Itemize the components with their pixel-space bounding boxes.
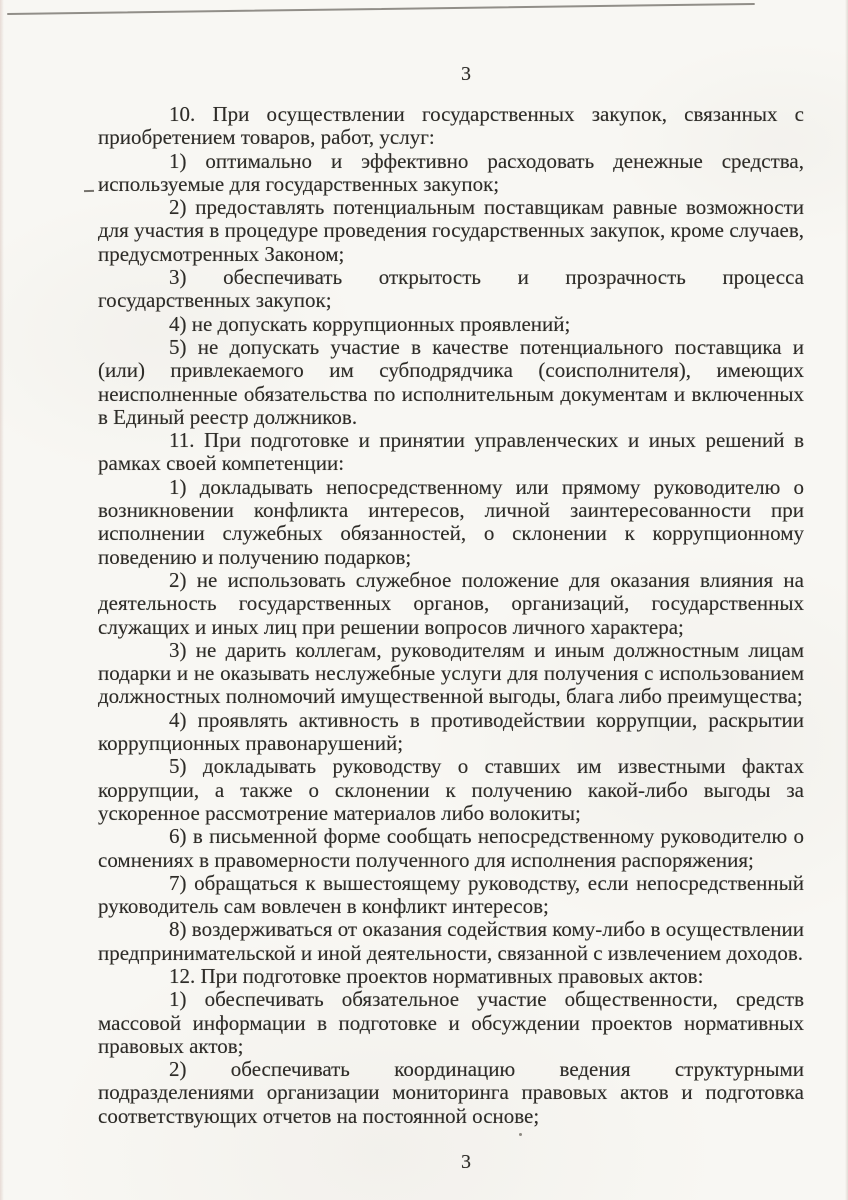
paragraph-10-item-1: 1) оптимально и эффективно расходовать денежные средства, используемые для государственных закупок; xyxy=(98,148,804,196)
paragraph-11-item-2: 2) не использовать служебное положение для оказания влияния на деятельность государственных органов, организаций, государственных служащих и иных лиц при решении вопросов личного характера; xyxy=(98,567,804,639)
paragraph-11-item-6: 6) в письменной форме сообщать непосредственному руководителю о сомнениях в правомерности полученного для исполнения распоряжения; xyxy=(98,824,804,872)
paragraph-11-item-3: 3) не дарить коллегам, руководителям и иным должностным лицам подарки и не оказывать неслужебные услуги для получения с использованием должностных полномочий имущественной выгоды, блага либо преимущества; xyxy=(98,637,804,709)
paragraph-10-item-5: 5) не допускать участие в качестве потенциального поставщика и (или) привлекаемого им субподрядчика (соисполнителя), имеющих неисполненные обязательства по исполнительным документам и включенных в Единый реестр должников. xyxy=(98,334,804,429)
scan-dash-artifact xyxy=(84,190,94,192)
paragraph-10-item-4: 4) не допускать коррупционных проявлений; xyxy=(169,311,571,336)
scan-edge-shadow-line xyxy=(7,3,755,15)
paragraph-12: 12. При подготовке проектов нормативных правовых актов: xyxy=(169,963,704,988)
paragraph-12-item-1: 1) обеспечивать обязательное участие общественности, средств массовой информации в подготовке и обсуждении проектов нормативных правовых актов; xyxy=(98,987,804,1058)
paragraph-10: 10. При осуществлении государственных закупок, связанных с приобретением товаров, работ, услуг: xyxy=(98,102,804,150)
paragraph-11: 11. При подготовке и принятии управленческих и иных решений в рамках своей компетенции: xyxy=(98,428,804,476)
paragraph-10-item-3: 3) обеспечивать открытость и прозрачность процесса государственных закупок; xyxy=(98,265,804,313)
paragraph-10-item-2: 2) предоставлять потенциальным поставщикам равные возможности для участия в процедуре проведения государственных закупок, кроме случаев, предусмотренных Законом; xyxy=(98,195,804,266)
paragraph-11-item-7: 7) обращаться к вышестоящему руководству, если непосредственный руководитель сам вовлечен в конфликт интересов; xyxy=(98,870,804,919)
paragraph-11-item-1: 1) докладывать непосредственному или прямому руководителю о возникновении конфликта интересов, личной заинтересованности при исполнении служебных обязанностей, о склонении к коррупционному поведению и получению подарков; xyxy=(98,474,804,569)
page-number-top: 3 xyxy=(461,63,471,85)
paragraph-11-item-5: 5) докладывать руководству о ставших им известными фактах коррупции, а также о склонении к получению какой-либо выгоды за ускоренное рассмотрение материалов либо волокиты; xyxy=(98,754,804,825)
paragraph-11-item-4: 4) проявлять активность в противодействии коррупции, раскрытии коррупционных правонарушений; xyxy=(98,707,804,756)
page-number-bottom: 3 xyxy=(461,1151,471,1173)
scan-left-edge-artifact xyxy=(0,0,4,1200)
paragraph-11-item-8: 8) воздерживаться от оказания содействия кому-либо в осуществлении предпринимательской и иной деятельности, связанной с извлечением доходов. xyxy=(98,917,804,965)
scan-speck-artifact xyxy=(519,1133,522,1136)
paragraph-12-item-2: 2) обеспечивать координацию ведения структурными подразделениями организации мониторинга правовых актов и подготовка соответствующих отчетов на постоянной основе; xyxy=(98,1057,804,1128)
document-body xyxy=(98,103,804,1128)
